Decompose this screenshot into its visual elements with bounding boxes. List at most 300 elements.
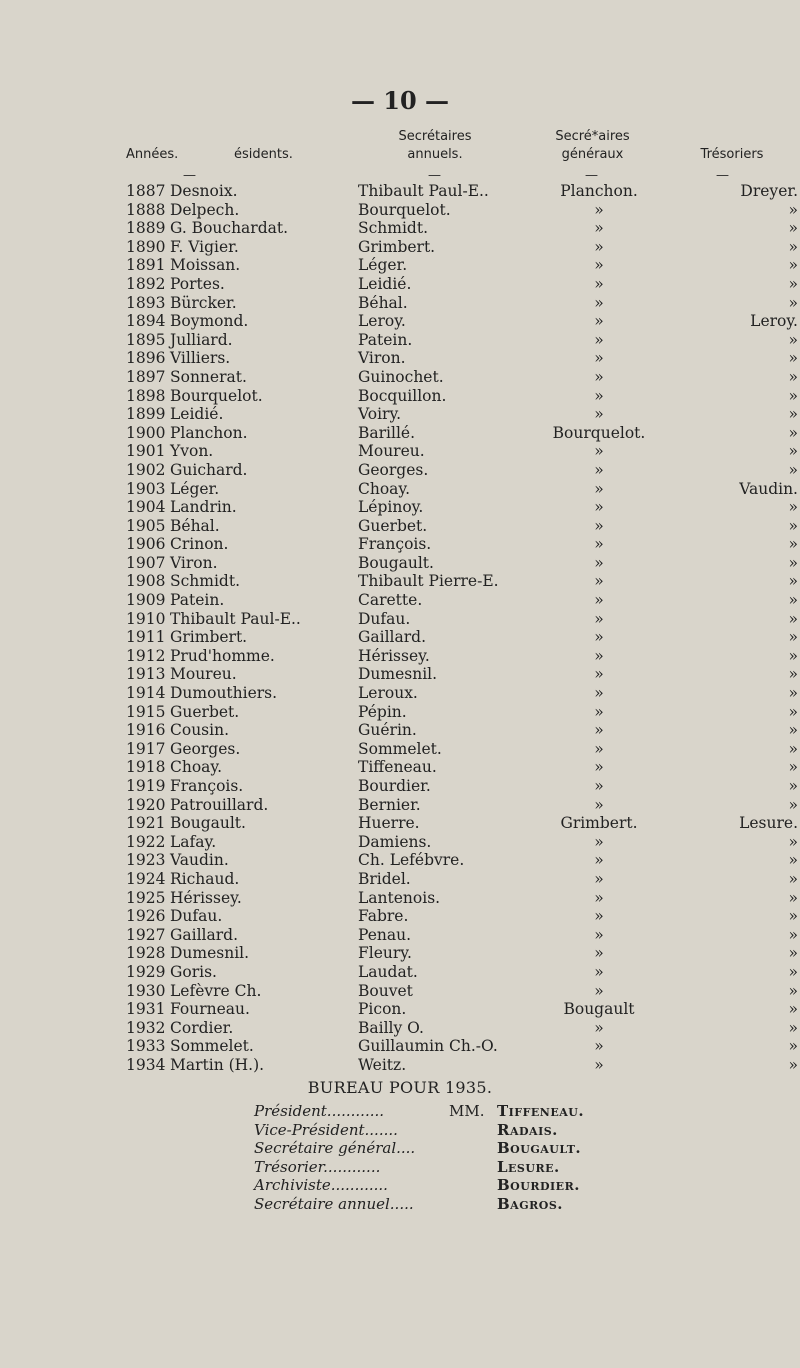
- bureau-role: Trésorier............: [254, 1157, 381, 1176]
- year-cell: 1921: [126, 814, 166, 833]
- president-cell: Moureu.: [170, 665, 237, 684]
- tresorier-cell: »: [788, 925, 798, 944]
- president-cell: Richaud.: [170, 869, 240, 888]
- bureau-row: [254, 1102, 584, 1121]
- president-cell: Landrin.: [170, 498, 237, 517]
- tresorier-cell: »: [788, 981, 798, 1000]
- secretaire-general-cell: »: [594, 591, 604, 610]
- tresorier-cell: »: [788, 628, 798, 647]
- year-cell: 1916: [126, 721, 166, 740]
- bureau-title: BUREAU POUR 1935.: [307, 1078, 493, 1097]
- table-row: [126, 535, 798, 554]
- page-number: — 10 —: [350, 86, 450, 115]
- tresorier-cell: »: [788, 386, 798, 405]
- bureau-row: [254, 1195, 584, 1214]
- table-row: [126, 758, 798, 777]
- secretaire-general-cell: »: [594, 739, 604, 758]
- president-cell: Hérissey.: [170, 888, 242, 907]
- bureau-name: Lesure.: [497, 1157, 560, 1176]
- tresorier-cell: »: [788, 498, 798, 517]
- table-row: [126, 480, 798, 499]
- president-cell: Dumesnil.: [170, 944, 250, 963]
- bureau-row: [254, 1139, 584, 1158]
- secretaire-general-cell: »: [594, 981, 604, 1000]
- secretaire-annuel-cell: Béhal.: [358, 293, 408, 312]
- president-cell: Julliard.: [170, 330, 233, 349]
- secretaire-general-cell: »: [594, 367, 604, 386]
- table-row: [126, 219, 798, 238]
- bureau-table-body: [254, 1102, 584, 1213]
- year-cell: 1888: [126, 200, 166, 219]
- secretaire-general-cell: »: [594, 702, 604, 721]
- secretaire-annuel-cell: Guinochet.: [358, 367, 444, 386]
- secretaire-annuel-cell: Bernier.: [358, 795, 421, 814]
- bureau-name: Bourdier.: [497, 1176, 580, 1194]
- secretaire-annuel-cell: Voiry.: [358, 405, 402, 424]
- secretaire-annuel-cell: Laudat.: [358, 962, 418, 981]
- table-row: [126, 591, 798, 610]
- secretaire-annuel-cell: Choay.: [358, 479, 411, 498]
- secretaire-general-cell: »: [594, 907, 604, 926]
- secretaire-annuel-cell: Guerbet.: [358, 516, 428, 535]
- secretaire-annuel-cell: Bailly O.: [358, 1018, 424, 1037]
- year-cell: 1912: [126, 646, 166, 665]
- tresorier-cell: »: [788, 367, 798, 386]
- secretaire-general-cell: »: [594, 516, 604, 535]
- bureau-role: Secrétaire général....: [254, 1139, 416, 1157]
- year-cell: 1903: [126, 479, 166, 498]
- secretaire-annuel-cell: Carette.: [358, 591, 423, 610]
- bureau-row: [254, 1158, 584, 1177]
- table-row: [126, 610, 798, 629]
- president-cell: Goris.: [170, 962, 217, 981]
- secretaire-general-cell: »: [594, 684, 604, 703]
- secretaire-annuel-cell: Sommelet.: [358, 739, 442, 758]
- president-cell: Bourquelot.: [170, 386, 263, 405]
- secretaire-general-cell: »: [594, 256, 604, 275]
- table-row: [126, 851, 798, 870]
- bureau-row: [254, 1121, 584, 1140]
- year-cell: 1920: [126, 795, 166, 814]
- president-cell: Vaudin.: [170, 851, 229, 870]
- secretaire-annuel-cell: Hérissey.: [358, 646, 430, 665]
- year-cell: 1905: [126, 516, 166, 535]
- table-row: [126, 517, 798, 536]
- tresorier-cell: »: [788, 219, 798, 238]
- secretaire-annuel-cell: Penau.: [358, 925, 412, 944]
- president-cell: Léger.: [170, 479, 220, 498]
- year-cell: 1923: [126, 851, 166, 870]
- year-cell: 1904: [126, 498, 166, 517]
- bureau-mm: [449, 1121, 497, 1140]
- bureau-role: Vice-Président.......: [254, 1120, 398, 1139]
- secretaire-general-cell: »: [594, 1037, 604, 1056]
- secretaire-general-cell: »: [594, 572, 604, 591]
- president-cell: Delpech.: [170, 200, 240, 219]
- secretaire-annuel-cell: Moureu.: [358, 442, 425, 461]
- secretaire-annuel-cell: Weitz.: [358, 1055, 407, 1074]
- table-row: [126, 721, 798, 740]
- tresorier-cell: »: [788, 423, 798, 442]
- table-row: [126, 275, 798, 294]
- bureau-mm: [449, 1139, 497, 1158]
- year-cell: 1908: [126, 572, 166, 591]
- secretaire-general-cell: »: [594, 609, 604, 628]
- secretaire-general-cell: »: [594, 553, 604, 572]
- table-row: [126, 814, 798, 833]
- secretaire-general-cell: »: [594, 628, 604, 647]
- secretaire-general-cell: Grimbert.: [560, 814, 638, 833]
- tresorier-cell: »: [788, 553, 798, 572]
- table-row: [126, 294, 798, 313]
- year-cell: 1930: [126, 981, 166, 1000]
- secretaire-annuel-cell: Lépinoy.: [358, 498, 424, 517]
- president-cell: Sommelet.: [170, 1037, 254, 1056]
- secretaire-general-cell: »: [594, 944, 604, 963]
- president-cell: G. Bouchardat.: [170, 219, 289, 238]
- year-cell: 1926: [126, 907, 166, 926]
- secretaire-annuel-cell: Picon.: [358, 1000, 407, 1019]
- president-cell: Dufau.: [170, 907, 223, 926]
- year-cell: 1934: [126, 1055, 166, 1074]
- tresorier-cell: »: [788, 609, 798, 628]
- header-dash: —: [428, 168, 441, 183]
- tresorier-cell: »: [788, 832, 798, 851]
- year-cell: 1895: [126, 330, 166, 349]
- year-cell: 1914: [126, 684, 166, 703]
- table-row: [126, 238, 798, 257]
- secretaire-general-cell: »: [594, 405, 604, 424]
- table-row: [126, 907, 798, 926]
- president-cell: Fourneau.: [170, 1000, 250, 1019]
- table-row: [126, 572, 798, 591]
- president-cell: Lefèvre Ch.: [170, 981, 262, 1000]
- tresorier-cell: Vaudin.: [739, 479, 798, 498]
- tresorier-cell: »: [788, 535, 798, 554]
- secretaire-annuel-cell: Schmidt.: [358, 219, 429, 238]
- year-cell: 1892: [126, 274, 166, 293]
- president-cell: Schmidt.: [170, 572, 241, 591]
- secretaire-annuel-cell: Pépin.: [358, 702, 407, 721]
- secretaire-general-cell: Bougault: [563, 1000, 635, 1019]
- bureau-mm: [449, 1195, 497, 1214]
- tresorier-cell: »: [788, 962, 798, 981]
- president-cell: Cousin.: [170, 721, 229, 740]
- year-cell: 1922: [126, 832, 166, 851]
- secretaire-general-cell: »: [594, 386, 604, 405]
- year-cell: 1917: [126, 739, 166, 758]
- secretaire-annuel-cell: Viron.: [358, 349, 406, 368]
- secretaire-general-cell: »: [594, 721, 604, 740]
- secretaire-annuel-cell: François.: [358, 535, 432, 554]
- table-row: [126, 387, 798, 406]
- president-cell: Desnoix.: [170, 182, 238, 200]
- secretaire-general-cell: »: [594, 869, 604, 888]
- bureau-name: Bougault.: [497, 1139, 582, 1157]
- bureau-mm: MM.: [449, 1102, 485, 1120]
- president-cell: Moissan.: [170, 256, 241, 275]
- table-row: [126, 368, 798, 387]
- secretaire-annuel-cell: Dufau.: [358, 609, 411, 628]
- president-cell: Georges.: [170, 739, 241, 758]
- secretaire-annuel-cell: Fabre.: [358, 907, 409, 926]
- tresorier-cell: »: [788, 684, 798, 703]
- secretaire-annuel-cell: Tiffeneau.: [358, 758, 437, 777]
- secretaire-general-cell: »: [594, 219, 604, 238]
- table-row: [126, 1019, 798, 1038]
- year-cell: 1899: [126, 405, 166, 424]
- president-cell: Leidié.: [170, 405, 224, 424]
- secretaire-general-cell: »: [594, 758, 604, 777]
- year-cell: 1893: [126, 293, 166, 312]
- president-cell: Sonnerat.: [170, 367, 247, 386]
- tresorier-cell: »: [788, 256, 798, 275]
- tresorier-cell: »: [788, 591, 798, 610]
- table-row: [126, 1056, 798, 1075]
- secretaire-annuel-cell: Damiens.: [358, 832, 432, 851]
- secretaire-general-cell: »: [594, 460, 604, 479]
- secretaire-annuel-cell: Guillaumin Ch.-O.: [358, 1037, 498, 1056]
- bureau-name: Radais.: [497, 1120, 558, 1139]
- table-row: [126, 944, 798, 963]
- table-row: [126, 982, 798, 1001]
- year-cell: 1932: [126, 1018, 166, 1037]
- year-cell: 1911: [126, 628, 166, 647]
- secretaire-general-cell: »: [594, 312, 604, 331]
- secretaire-general-cell: »: [594, 1018, 604, 1037]
- tresorier-cell: »: [788, 1000, 798, 1019]
- secretaire-general-cell: »: [594, 851, 604, 870]
- table-row: [126, 405, 798, 424]
- year-cell: 1906: [126, 535, 166, 554]
- secretaire-annuel-cell: Grimbert.: [358, 237, 436, 256]
- bureau-role: Secrétaire annuel.....: [254, 1194, 414, 1213]
- table-row: [126, 424, 798, 443]
- tresorier-cell: »: [788, 646, 798, 665]
- tresorier-cell: Leroy.: [750, 312, 798, 331]
- secretaire-annuel-cell: Leroy.: [358, 312, 406, 331]
- president-cell: Patein.: [170, 591, 225, 610]
- year-cell: 1887: [126, 182, 166, 200]
- secretaire-annuel-cell: Ch. Lefébvre.: [358, 851, 465, 870]
- bureau-mm: [449, 1158, 497, 1177]
- tresorier-cell: »: [788, 907, 798, 926]
- tresorier-cell: Dreyer.: [740, 182, 798, 200]
- tresorier-cell: »: [788, 442, 798, 461]
- president-cell: Prud'homme.: [170, 646, 275, 665]
- table-row: [126, 963, 798, 982]
- secretaire-annuel-cell: Patein.: [358, 330, 413, 349]
- secretaire-annuel-cell: Gaillard.: [358, 628, 426, 647]
- table-row: [126, 331, 798, 350]
- secretaire-general-cell: »: [594, 349, 604, 368]
- secretaire-general-cell: »: [594, 832, 604, 851]
- table-row: [126, 647, 798, 666]
- secretaire-general-cell: »: [594, 795, 604, 814]
- secretaire-general-cell: »: [594, 293, 604, 312]
- table-row: [126, 628, 798, 647]
- secretaire-general-cell: »: [594, 646, 604, 665]
- tresorier-cell: »: [788, 665, 798, 684]
- header-secretaires-annuels: Secrétaires annuels.: [398, 129, 472, 162]
- tresorier-cell: »: [788, 739, 798, 758]
- secretaire-general-cell: »: [594, 274, 604, 293]
- secretaire-general-cell: »: [594, 535, 604, 554]
- header-dash: —: [716, 168, 729, 183]
- president-cell: Planchon.: [170, 423, 248, 442]
- president-cell: Grimbert.: [170, 628, 248, 647]
- secretaire-general-cell: »: [594, 442, 604, 461]
- year-cell: 1913: [126, 665, 166, 684]
- table-row: [126, 889, 798, 908]
- president-cell: François.: [170, 777, 244, 795]
- tresorier-cell: »: [788, 1037, 798, 1056]
- tresorier-cell: »: [788, 702, 798, 721]
- president-cell: Crinon.: [170, 535, 229, 554]
- tresorier-cell: Lesure.: [739, 814, 798, 833]
- year-cell: 1933: [126, 1037, 166, 1056]
- tresorier-cell: »: [788, 274, 798, 293]
- header-annees: Années.: [126, 147, 179, 162]
- header-dash: —: [183, 168, 196, 183]
- year-cell: 1910: [126, 609, 166, 628]
- table-row: [126, 256, 798, 275]
- secretaire-general-cell: Bourquelot.: [552, 423, 646, 442]
- table-row: [126, 312, 798, 331]
- president-cell: Lafay.: [170, 832, 217, 851]
- tresorier-cell: »: [788, 460, 798, 479]
- bureau-table: [254, 1102, 584, 1213]
- secretaire-annuel-cell: Bouvet: [358, 981, 413, 1000]
- year-cell: 1915: [126, 702, 166, 721]
- table-row: [126, 796, 798, 815]
- secretaire-annuel-cell: Bridel.: [358, 869, 411, 888]
- table-row: [126, 349, 798, 368]
- header-tresoriers: Trésoriers: [700, 147, 764, 162]
- secretaire-annuel-cell: Bocquillon.: [358, 386, 447, 405]
- secretaire-general-cell: »: [594, 479, 604, 498]
- secretaire-annuel-cell: Huerre.: [358, 814, 420, 833]
- secretaire-general-cell: »: [594, 777, 604, 795]
- president-cell: Gaillard.: [170, 925, 238, 944]
- president-cell: Guichard.: [170, 460, 248, 479]
- officers-table-body: [126, 182, 798, 1075]
- bureau-mm: [449, 1176, 497, 1195]
- table-row: [126, 498, 798, 517]
- year-cell: 1894: [126, 312, 166, 331]
- table-row: [126, 777, 798, 796]
- header-secretaires-generaux: Secré*aires généraux: [555, 129, 630, 162]
- year-cell: 1898: [126, 386, 166, 405]
- secretaire-annuel-cell: Dumesnil.: [358, 665, 438, 684]
- header-presidents: ésidents.: [234, 147, 293, 162]
- table-row: [126, 1000, 798, 1019]
- officers-table: [126, 182, 798, 1075]
- year-cell: 1896: [126, 349, 166, 368]
- table-row: [126, 665, 798, 684]
- year-cell: 1890: [126, 237, 166, 256]
- tresorier-cell: »: [788, 777, 798, 795]
- secretaire-general-cell: »: [594, 888, 604, 907]
- year-cell: 1927: [126, 925, 166, 944]
- tresorier-cell: »: [788, 758, 798, 777]
- table-row: [126, 684, 798, 703]
- secretaire-annuel-cell: Bourdier.: [358, 777, 431, 795]
- president-cell: Béhal.: [170, 516, 220, 535]
- year-cell: 1907: [126, 553, 166, 572]
- president-cell: Cordier.: [170, 1018, 234, 1037]
- secretaire-general-cell: »: [594, 1055, 604, 1074]
- secretaire-general-cell: »: [594, 962, 604, 981]
- secretaire-general-cell: »: [594, 237, 604, 256]
- table-row: [126, 201, 798, 220]
- secretaire-annuel-cell: Lantenois.: [358, 888, 441, 907]
- president-cell: Bürcker.: [170, 293, 237, 312]
- year-cell: 1889: [126, 219, 166, 238]
- year-cell: 1925: [126, 888, 166, 907]
- year-cell: 1928: [126, 944, 166, 963]
- tresorier-cell: »: [788, 349, 798, 368]
- president-cell: Guerbet.: [170, 702, 240, 721]
- secretaire-annuel-cell: Leroux.: [358, 684, 418, 703]
- year-cell: 1931: [126, 1000, 166, 1019]
- year-cell: 1897: [126, 367, 166, 386]
- tresorier-cell: »: [788, 330, 798, 349]
- year-cell: 1902: [126, 460, 166, 479]
- tresorier-cell: »: [788, 944, 798, 963]
- table-row: [126, 740, 798, 759]
- tresorier-cell: »: [788, 888, 798, 907]
- president-cell: Bougault.: [170, 814, 246, 833]
- secretaire-general-cell: Planchon.: [560, 182, 638, 200]
- year-cell: 1891: [126, 256, 166, 275]
- bureau-role: Archiviste............: [254, 1176, 388, 1194]
- secretaire-general-cell: »: [594, 498, 604, 517]
- year-cell: 1924: [126, 869, 166, 888]
- president-cell: Patrouillard.: [170, 795, 269, 814]
- year-cell: 1919: [126, 777, 166, 795]
- table-row: [126, 461, 798, 480]
- table-row: [126, 833, 798, 852]
- secretaire-annuel-cell: Georges.: [358, 460, 429, 479]
- table-row: [126, 442, 798, 461]
- secretaire-annuel-cell: Bougault.: [358, 553, 434, 572]
- secretaire-annuel-cell: Bourquelot.: [358, 200, 451, 219]
- tresorier-cell: »: [788, 1055, 798, 1074]
- tresorier-cell: »: [788, 293, 798, 312]
- president-cell: Portes.: [170, 274, 225, 293]
- president-cell: Choay.: [170, 758, 223, 777]
- table-row: [126, 182, 798, 201]
- tresorier-cell: »: [788, 200, 798, 219]
- tresorier-cell: »: [788, 721, 798, 740]
- secretaire-general-cell: »: [594, 200, 604, 219]
- bureau-role: Président............: [254, 1102, 385, 1120]
- bureau-name: Bagros.: [497, 1194, 563, 1213]
- president-cell: Yvon.: [170, 442, 214, 461]
- president-cell: Viron.: [170, 553, 218, 572]
- tresorier-cell: »: [788, 869, 798, 888]
- table-row: [126, 926, 798, 945]
- president-cell: Martin (H.).: [170, 1055, 265, 1074]
- president-cell: Villiers.: [170, 349, 231, 368]
- secretaire-annuel-cell: Guérin.: [358, 721, 417, 740]
- year-cell: 1909: [126, 591, 166, 610]
- president-cell: Thibault Paul-E..: [170, 609, 301, 628]
- table-row: [126, 1037, 798, 1056]
- table-row: [126, 703, 798, 722]
- secretaire-annuel-cell: Fleury.: [358, 944, 412, 963]
